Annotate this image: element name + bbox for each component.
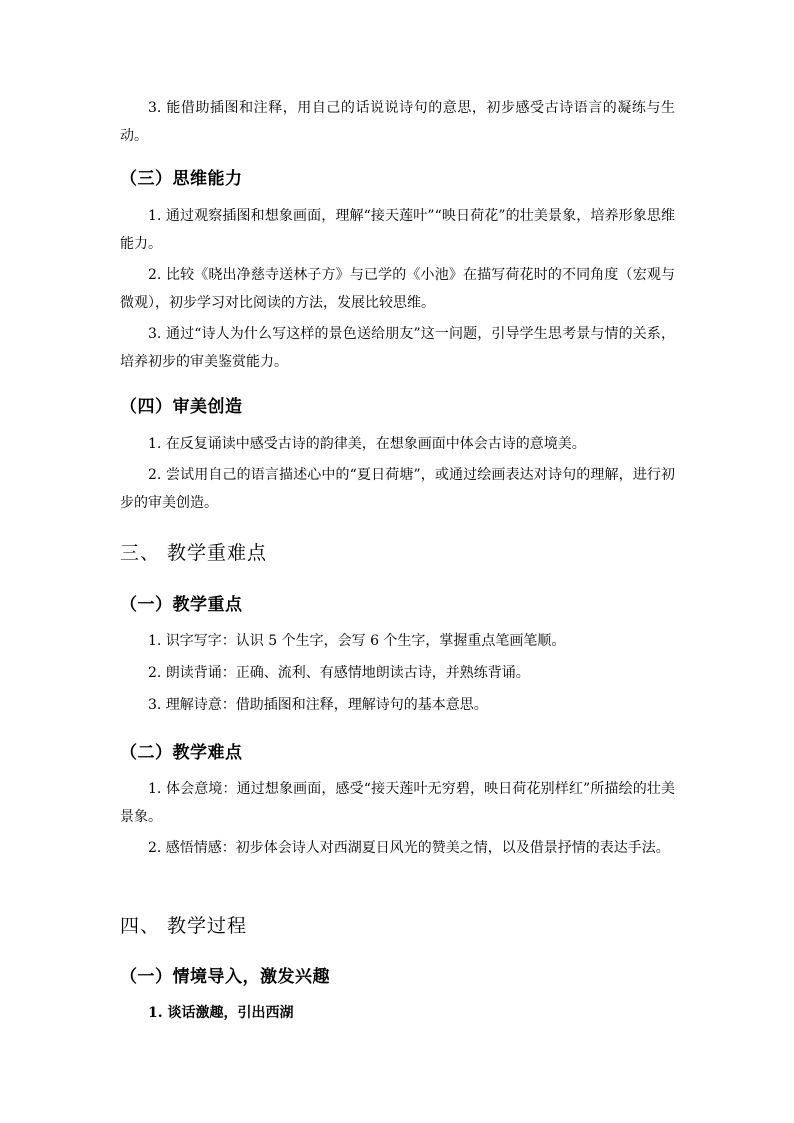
paragraph: 2. 感悟情感：初步体会诗人对西湖夏日风光的赞美之情，以及借景抒情的表达手法。 bbox=[148, 840, 670, 856]
aesthetic-item-1 bbox=[120, 430, 675, 458]
paragraph: 1. 识字写字：认识 5 个生字，会写 6 个生字，掌握重点笔画笔顺。 bbox=[148, 633, 566, 649]
part1-heading bbox=[120, 965, 675, 989]
paragraph: 3. 理解诗意：借助插图和注释，理解诗句的基本意思。 bbox=[148, 697, 488, 713]
paragraph: 2. 尝试用自己的语言描述心中的“夏日荷塘”，或通过绘画表达对诗句的理解，进行初步的审美创造。 bbox=[120, 467, 675, 511]
paragraph: 2. 朗读背诵：正确、流利、有感情地朗读古诗，并熟练背诵。 bbox=[148, 665, 530, 681]
paragraph: 1. 在反复诵读中感受古诗的韵律美，在想象画面中体会古诗的意境美。 bbox=[148, 436, 586, 452]
subsection-heading: （一）情境导入，激发兴趣 bbox=[120, 967, 330, 987]
subsection-heading: （四）审美创造 bbox=[120, 397, 243, 417]
difficulties-heading bbox=[120, 741, 675, 765]
paragraph: 1. 通过观察插图和想象画面，理解“接天莲叶”“映日荷花”的壮美景象，培养形象思维能力。 bbox=[120, 208, 675, 252]
paragraph: 2. 比较《晓出净慈寺送林子方》与已学的《小池》在描写荷花时的不同角度（宏观与微观），初步学习对比阅读的方法，发展比较思维。 bbox=[120, 267, 675, 311]
thinking-item-2 bbox=[120, 261, 675, 317]
subsection-heading: （一）教学重点 bbox=[120, 595, 243, 615]
key-point-2 bbox=[120, 659, 675, 687]
thinking-heading bbox=[120, 167, 675, 191]
paragraph: 3. 通过“诗人为什么写这样的景色送给朋友”这一问题，引导学生思考景与情的关系，培养初步的审美鉴赏能力。 bbox=[120, 326, 675, 370]
step-heading: 1. 谈话激趣，引出西湖 bbox=[148, 1005, 294, 1021]
section-heading: 三、 教学重难点 bbox=[120, 542, 268, 564]
aesthetic-item-2 bbox=[120, 461, 675, 517]
ability-item-3 bbox=[120, 94, 675, 150]
key-points-heading bbox=[120, 593, 675, 617]
part1-step1 bbox=[120, 999, 675, 1027]
paragraph: 1. 体会意境：通过想象画面，感受“接天莲叶无穷碧，映日荷花别样红”所描绘的壮美景象。 bbox=[120, 781, 675, 825]
thinking-item-1 bbox=[120, 202, 675, 258]
difficulty-2 bbox=[120, 834, 675, 862]
subsection-heading: （二）教学难点 bbox=[120, 743, 243, 763]
section3-heading bbox=[120, 540, 675, 566]
section4-heading bbox=[120, 913, 675, 939]
paragraph: 3. 能借助插图和注释，用自己的话说说诗句的意思，初步感受古诗语言的凝练与生动。 bbox=[120, 100, 675, 144]
aesthetic-heading bbox=[120, 395, 675, 419]
key-point-1 bbox=[120, 627, 675, 655]
difficulty-1 bbox=[120, 775, 675, 831]
section-heading: 四、 教学过程 bbox=[120, 915, 248, 937]
key-point-3 bbox=[120, 691, 675, 719]
thinking-item-3 bbox=[120, 320, 675, 376]
subsection-heading: （三）思维能力 bbox=[120, 169, 243, 189]
